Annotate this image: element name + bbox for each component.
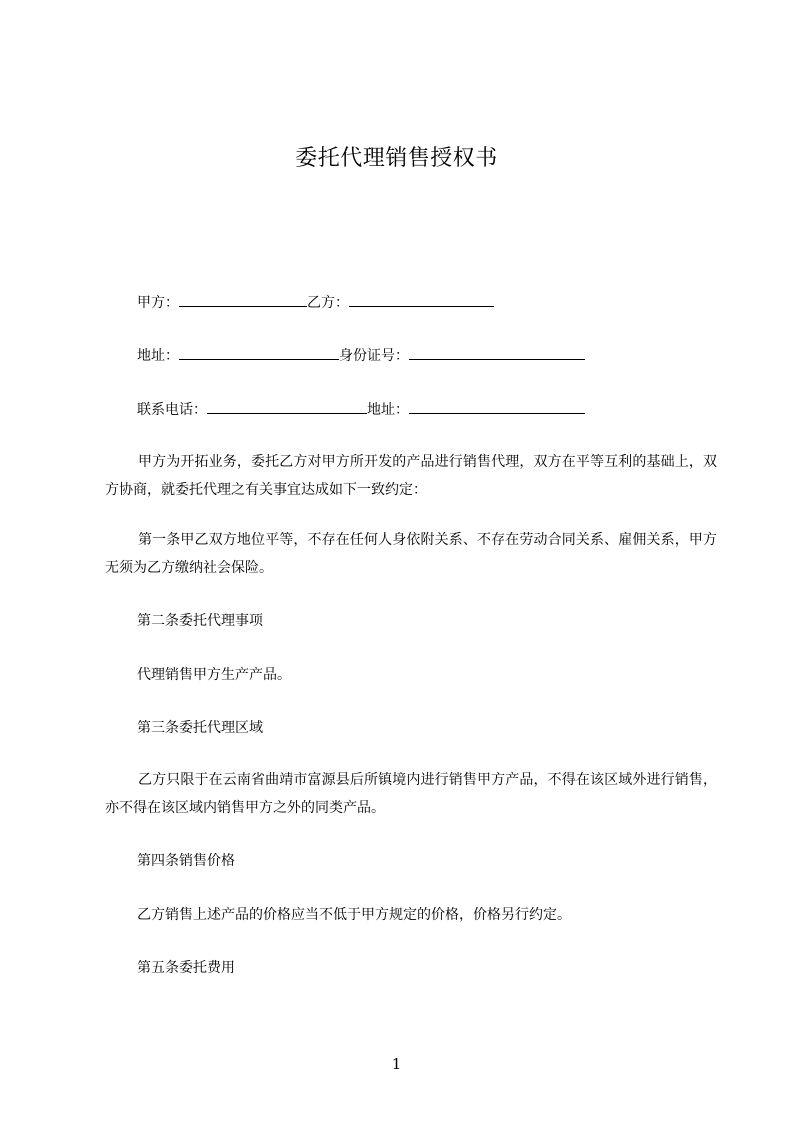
- address-row: [137, 345, 585, 366]
- address2-blank: [409, 399, 585, 414]
- party-row: [137, 292, 494, 313]
- document-title: 委托代理销售授权书: [295, 146, 498, 171]
- address-label: 地址：: [137, 348, 179, 364]
- id-label: 身份证号：: [339, 348, 409, 364]
- article-2-heading: 第二条委托代理事项: [137, 613, 263, 629]
- article-1-paragraph: 第一条甲乙双方地位平等，不存在任何人身依附关系、不存在劳动合同关系、雇佣关系，甲方无须为乙方缴纳社会保险。: [105, 532, 717, 576]
- address2-label: 地址：: [367, 402, 409, 418]
- party-b-label: 乙方：: [307, 295, 349, 311]
- phone-row: [137, 399, 585, 420]
- page-number: 1: [391, 1055, 402, 1073]
- id-blank: [409, 345, 585, 360]
- phone-label: 联系电话：: [137, 402, 207, 418]
- party-a-blank: [179, 292, 307, 307]
- party-a-label: 甲方：: [137, 295, 179, 311]
- article-4-body: 乙方销售上述产品的价格应当不低于甲方规定的价格，价格另行约定。: [137, 907, 571, 923]
- article-4-heading: 第四条销售价格: [137, 853, 235, 869]
- article-3-heading: 第三条委托代理区域: [137, 720, 263, 736]
- article-3-paragraph: 乙方只限于在云南省曲靖市富源县后所镇境内进行销售甲方产品，不得在该区域外进行销售，亦不得在该区域内销售甲方之外的同类产品。: [105, 772, 717, 816]
- party-b-blank: [349, 292, 494, 307]
- phone-blank: [207, 399, 367, 414]
- intro-paragraph: 甲方为开拓业务，委托乙方对甲方所开发的产品进行销售代理，双方在平等互利的基础上，双方协商，就委托代理之有关事宜达成如下一致约定：: [105, 454, 717, 498]
- article-5-heading: 第五条委托费用: [137, 960, 235, 976]
- article-2-body: 代理销售甲方生产产品。: [137, 667, 291, 683]
- address-blank: [179, 345, 339, 360]
